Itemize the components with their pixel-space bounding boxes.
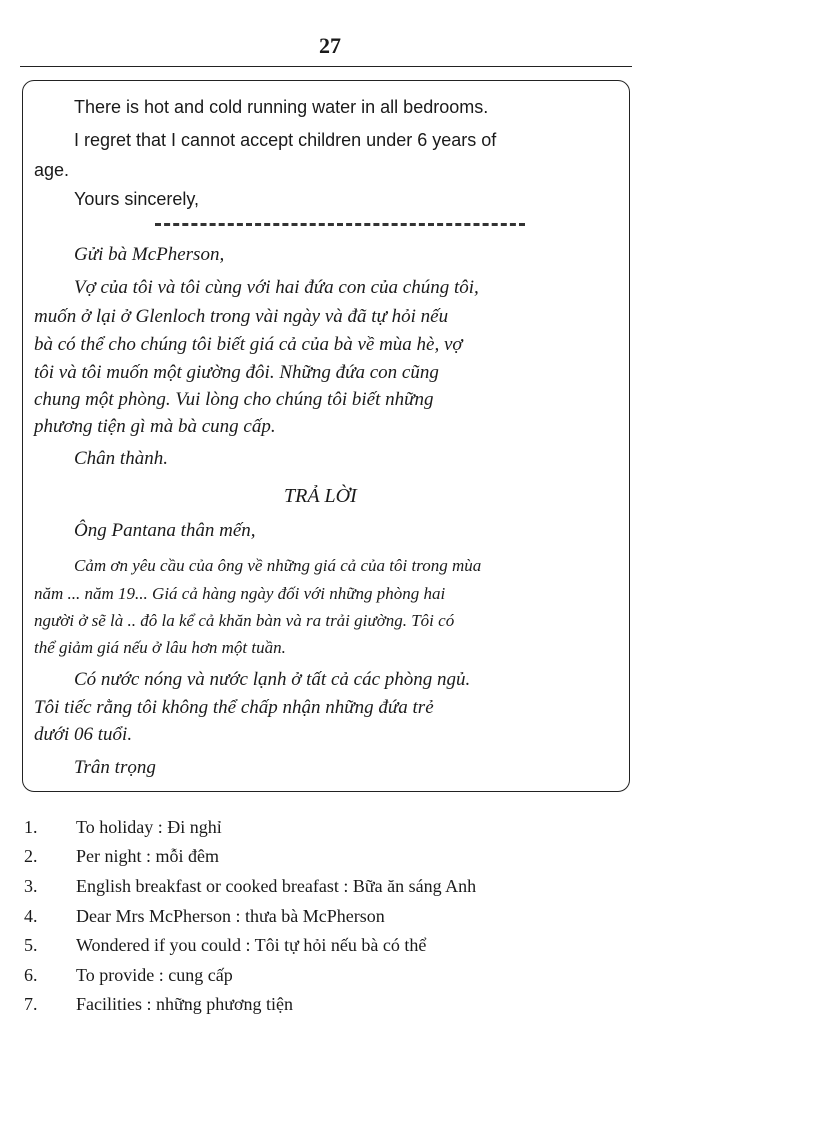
reply-heading: TRẢ LỜI xyxy=(284,485,357,507)
glossary-text: English breakfast or cooked breafast : Bữa ăn sáng Anh xyxy=(76,876,477,896)
header-rule xyxy=(20,66,632,67)
translation2-body-line: thể giảm giá nếu ở lâu hơn một tuần. xyxy=(34,638,286,657)
translation1-salutation: Gửi bà McPherson, xyxy=(74,244,225,265)
glossary-text: To provide : cung cấp xyxy=(76,965,233,985)
translation1-body-line: chung một phòng. Vui lòng cho chúng tôi biết những xyxy=(34,389,434,410)
translation2-body-line: năm ... năm 19... Giá cả hàng ngày đối với những phòng hai xyxy=(34,584,446,603)
page-number: 27 xyxy=(319,33,341,58)
translation1-body-line: tôi và tôi muốn một giường đôi. Những đứa con cũng xyxy=(34,362,439,383)
english-line-1: There is hot and cold running water in all bedrooms. xyxy=(74,97,489,117)
translation2-body-line: Có nước nóng và nước lạnh ở tất cả các phòng ngủ. xyxy=(74,669,471,690)
english-line-2b: age. xyxy=(34,160,70,180)
translation2-body-line: dưới 06 tuổi. xyxy=(34,724,133,745)
glossary-text: Per night : mỗi đêm xyxy=(76,846,219,866)
translation2-closing: Trân trọng xyxy=(74,757,156,778)
glossary-text: Facilities : những phương tiện xyxy=(76,994,294,1014)
signature-dashes xyxy=(155,223,525,226)
translation2-body-line: Cảm ơn yêu cầu của ông về những giá cả của tôi trong mùa xyxy=(74,556,482,575)
glossary-number: 5. xyxy=(24,935,38,955)
english-closing: Yours sincerely, xyxy=(74,189,200,209)
translation2-body-line: Tôi tiếc rằng tôi không thể chấp nhận những đứa trẻ xyxy=(34,697,434,718)
translation1-body-line: phương tiện gì mà bà cung cấp. xyxy=(34,416,276,437)
translation2-body-line: người ở sẽ là .. đô la kể cả khăn bàn và ra trải giường. Tôi có xyxy=(34,611,455,630)
glossary-text: Wondered if you could : Tôi tự hỏi nếu bà có thể xyxy=(76,935,427,955)
glossary-number: 4. xyxy=(24,906,38,926)
glossary-text: To holiday : Đi nghỉ xyxy=(76,817,222,837)
glossary-text: Dear Mrs McPherson : thưa bà McPherson xyxy=(76,906,385,926)
glossary-number: 3. xyxy=(24,876,38,896)
translation1-body-line: Vợ của tôi và tôi cùng với hai đứa con của chúng tôi, xyxy=(74,277,479,298)
glossary-number: 2. xyxy=(24,846,38,866)
translation1-body-line: muốn ở lại ở Glenloch trong vài ngày và đã tự hỏi nếu xyxy=(34,306,449,327)
translation1-body-line: bà có thể cho chúng tôi biết giá cả của bà về mùa hè, vợ xyxy=(34,334,463,355)
glossary-number: 6. xyxy=(24,965,38,985)
english-line-2a: I regret that I cannot accept children under 6 years of xyxy=(74,130,497,150)
glossary-number: 7. xyxy=(24,994,38,1014)
translation2-salutation: Ông Pantana thân mến, xyxy=(74,520,256,541)
glossary-number: 1. xyxy=(24,817,38,837)
translation1-closing: Chân thành. xyxy=(74,448,168,469)
